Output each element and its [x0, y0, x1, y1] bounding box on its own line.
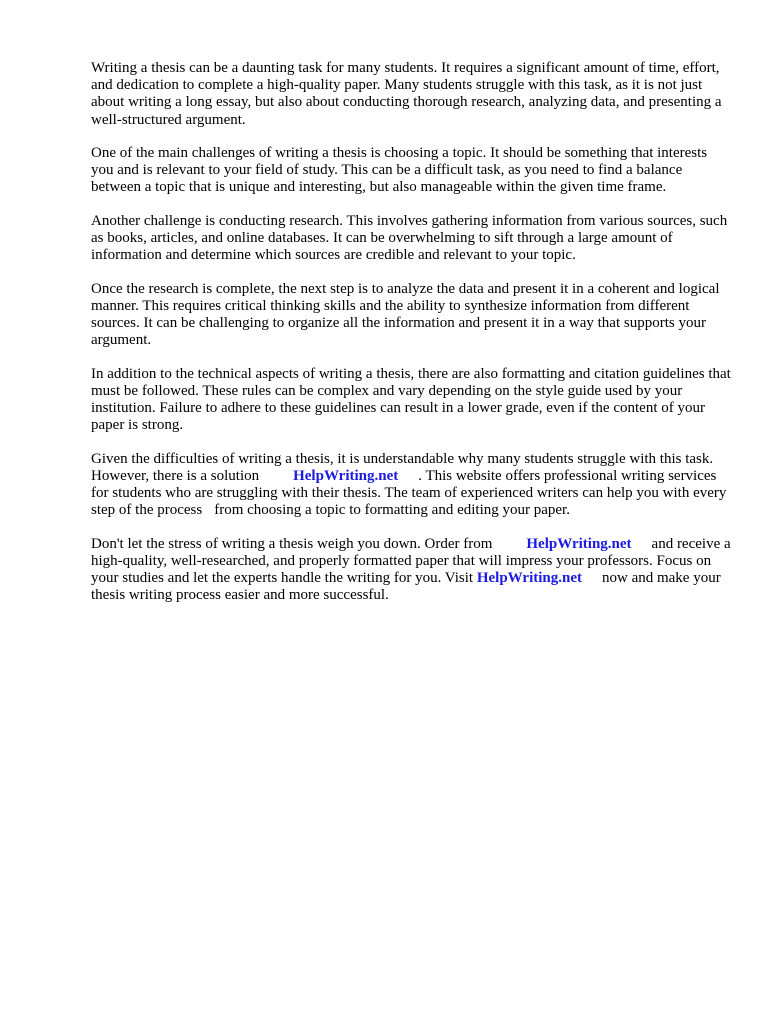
paragraph-5: In addition to the technical aspects of writing a thesis, there are also formatting and citation guidelines that must be followed. These rules can be complex and vary depending on the style guide used by your institution. Failure to adhere to these guidelines can result in a lower grade, even if the content of your paper is strong. — [91, 365, 731, 434]
helpwriting-link-3[interactable]: HelpWriting.net — [476, 570, 582, 586]
helpwriting-link-2[interactable]: HelpWriting.net — [526, 535, 632, 552]
paragraph-7-text-middle: and receive a high-quality, well-researched, and properly formatted paper that will impress your professors. Focus on your studies and let the experts handle the writing for you. Visit — [91, 535, 731, 586]
paragraph-7-text-end: now and make your thesis writing process easier and more successful. — [91, 570, 721, 604]
document-body — [91, 60, 731, 621]
paragraph-2: One of the main challenges of writing a thesis is choosing a topic. It should be something that interests you and is relevant to your field of study. This can be a difficult task, as you need to find a balance between a topic that is unique and interesting, but also manageable within the given time frame. — [91, 145, 708, 196]
paragraph-6-text-middle: . This website offers professional writing services for students who are struggling with their thesis. The team of experienced writers can help you with every step of the process — [91, 467, 727, 519]
paragraph-6-text-start: Given the difficulties of writing a thesis, it is understandable why many students struggle with this task. However, there is a solution — [91, 450, 714, 484]
paragraph-7 — [91, 536, 731, 605]
helpwriting-link-1[interactable]: HelpWriting.net — [293, 467, 399, 484]
paragraph-3: Another challenge is conducting research. This involves gathering information from various sources, such as books, articles, and online databases. It can be overwhelming to sift through a large amount of information and determine which sources are credible and relevant to your topic. — [91, 212, 728, 264]
paragraph-1: Writing a thesis can be a daunting task for many students. It requires a significant amount of time, effort, and dedication to complete a high-quality paper. Many students struggle with this task, as it is not just about writing a long essay, but also about conducting thorough research, analyzing data, and presenting a well-structured argument. — [91, 60, 722, 128]
paragraph-4: Once the research is complete, the next step is to analyze the data and present it in a coherent and logical manner. This requires critical thinking skills and the ability to synthesize information from different sources. It can be challenging to organize all the information and present it in a way that supports your argument. — [91, 280, 720, 349]
paragraph-7-text-start: Don't let the stress of writing a thesis weigh you down. Order from — [91, 535, 493, 552]
paragraph-6-text-end: from choosing a topic to formatting and editing your paper. — [214, 502, 570, 519]
paragraph-6 — [91, 451, 731, 520]
